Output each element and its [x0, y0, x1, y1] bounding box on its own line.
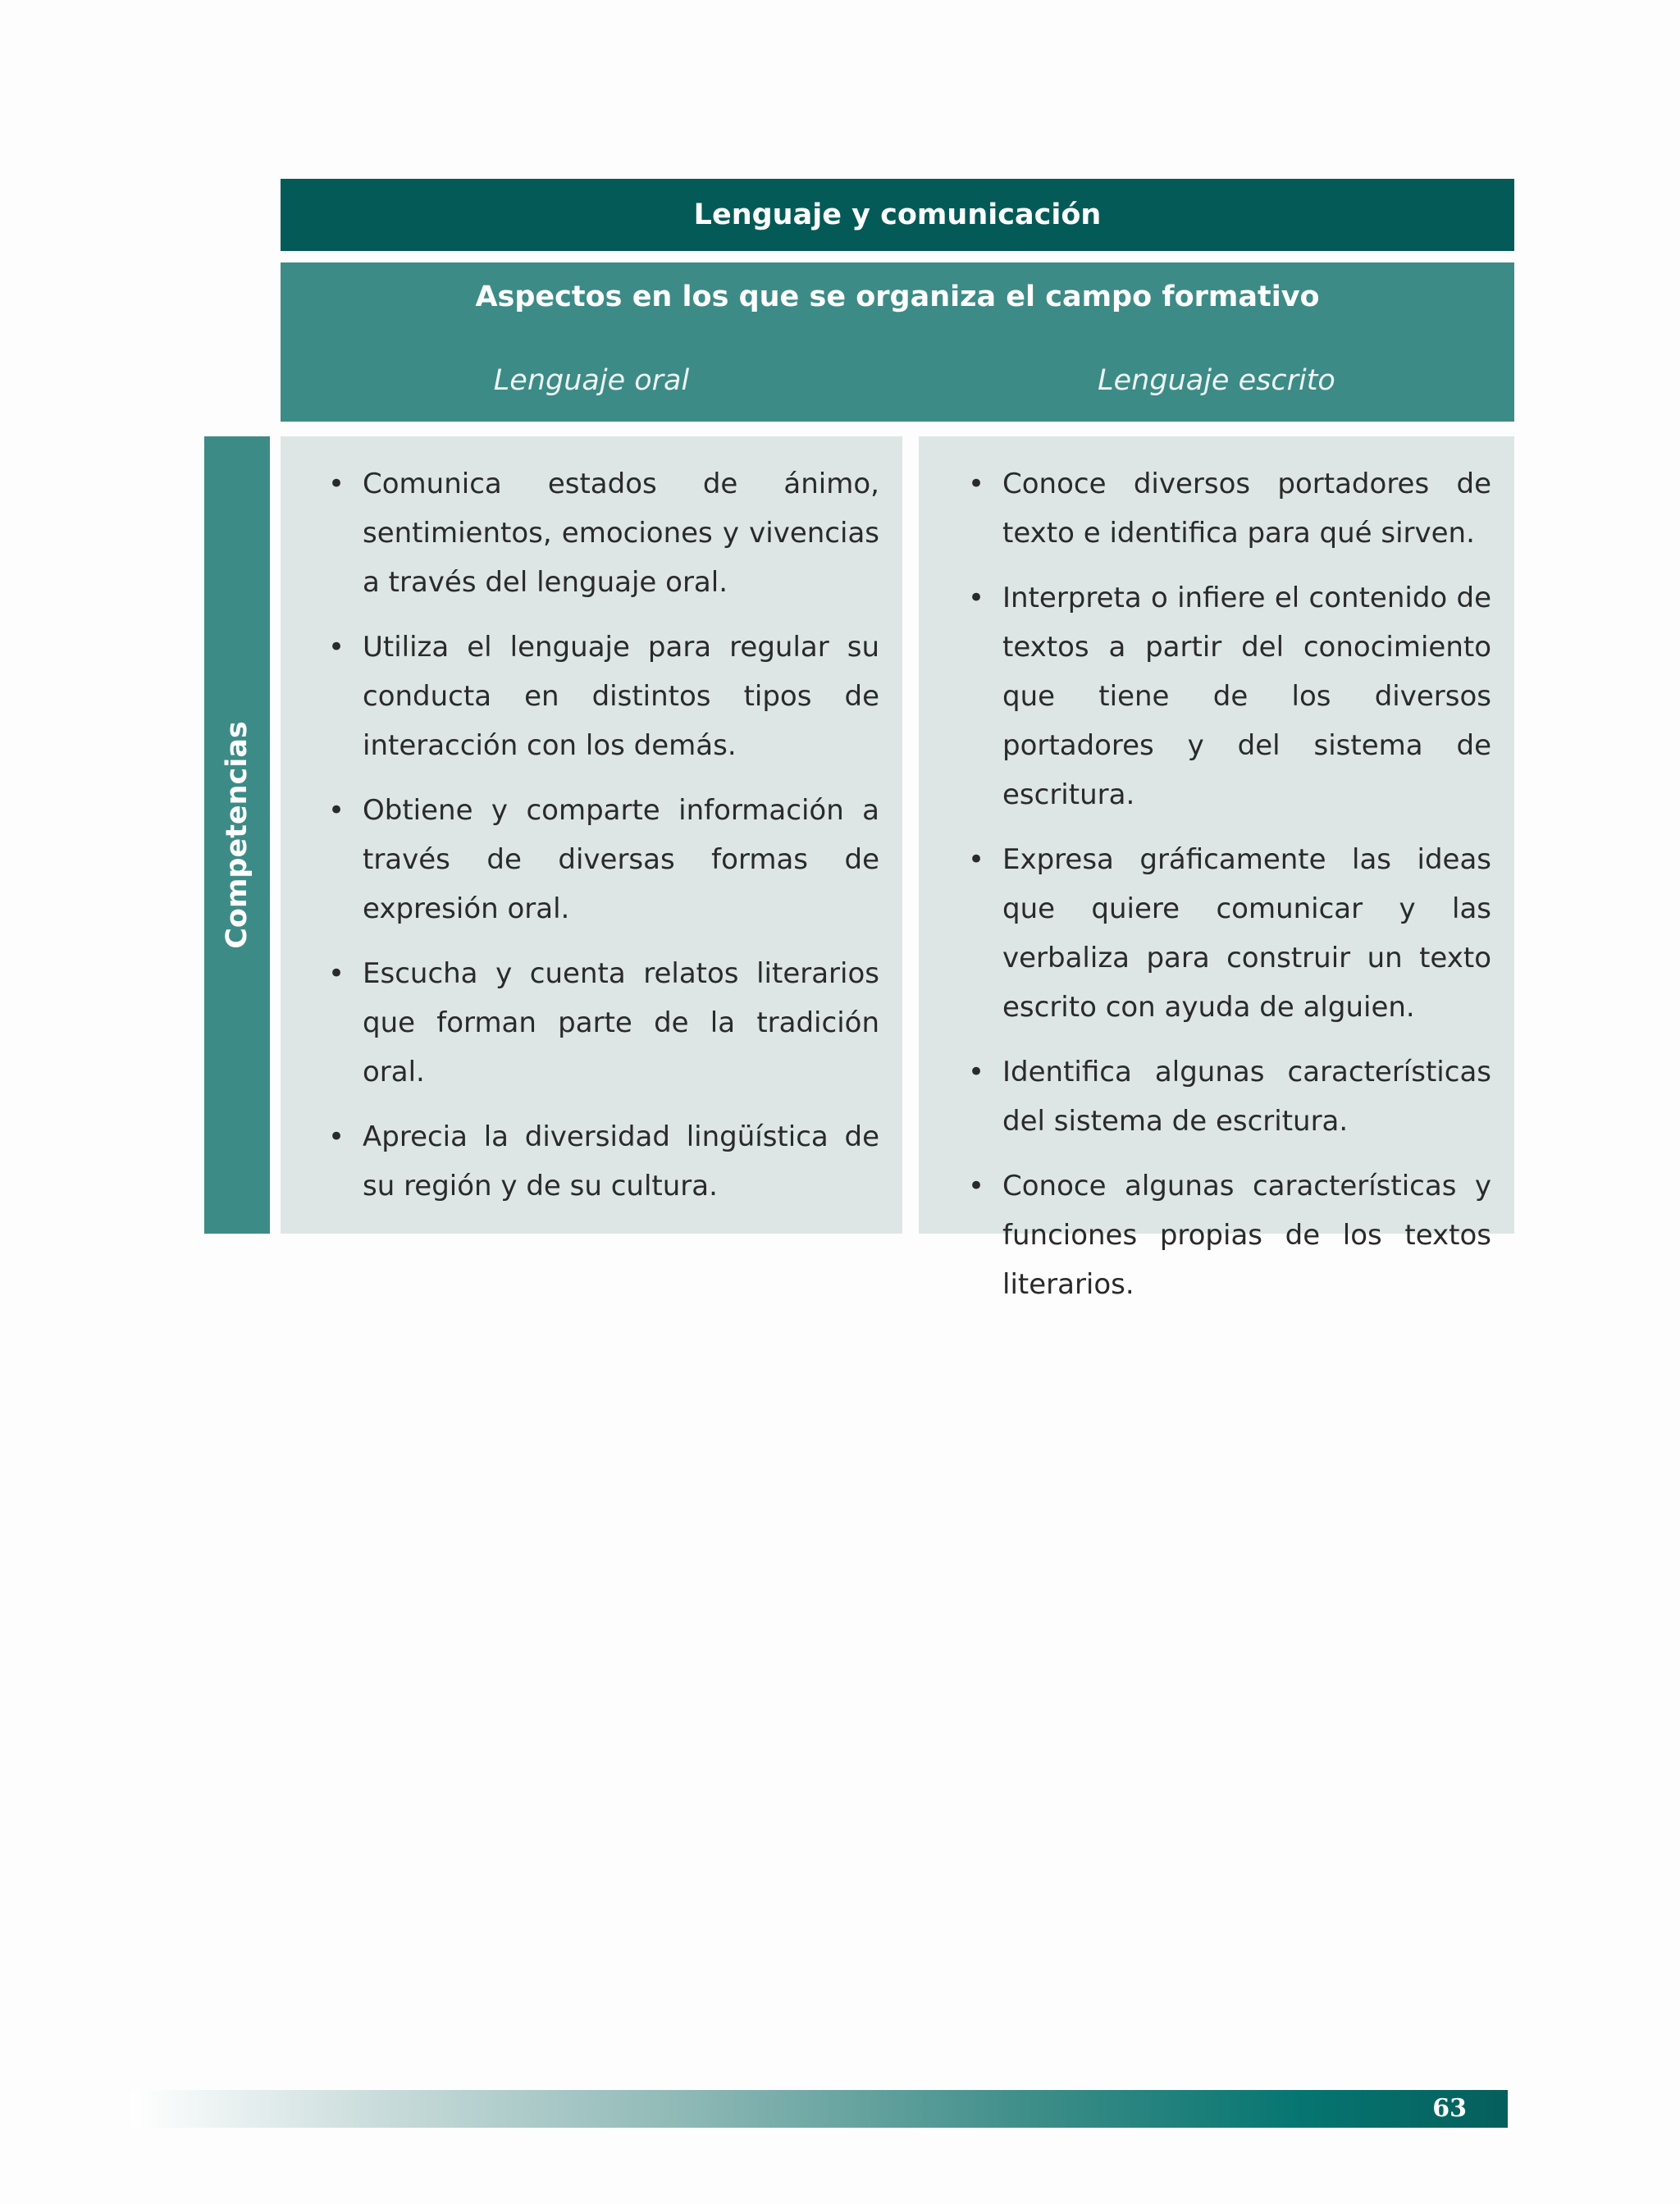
written-competency-item: • Interpreta o infiere el contenido de textos a partir del conocimiento que tiene de los diversos portadores y del sistema de escritura.	[1002, 573, 1491, 819]
page-number: 63	[1432, 2094, 1467, 2123]
footer-gradient-bar	[131, 2090, 1508, 2128]
column-header-oral: Lenguaje oral	[493, 364, 690, 397]
aspects-header	[281, 262, 1514, 422]
written-competency-item: • Identifica algunas características del sistema de escritura.	[1002, 1047, 1491, 1146]
oral-competencies-panel	[281, 436, 902, 1234]
section-title	[281, 179, 1514, 251]
competencias-label: Competencias	[221, 721, 253, 949]
oral-competencies-list	[363, 459, 879, 1226]
oral-competency-item: • Escucha y cuenta relatos literarios que forman parte de la tradición oral.	[363, 949, 879, 1097]
oral-competency-item: • Obtiene y comparte información a través de diversas formas de expresión oral.	[363, 786, 879, 933]
oral-competency-item: • Utiliza el lenguaje para regular su conducta en distintos tipos de interacción con los demás.	[363, 623, 879, 770]
aspects-title: Aspectos en los que se organiza el campo formativo	[475, 281, 1320, 313]
written-competency-item: • Conoce algunas características y funciones propias de los textos literarios.	[1002, 1161, 1491, 1309]
oral-competency-item: • Aprecia la diversidad lingüística de su región y de su cultura.	[363, 1112, 879, 1211]
written-competencies-list	[1002, 459, 1491, 1325]
written-competencies-panel	[919, 436, 1514, 1301]
section-title-text: Lenguaje y comunicación	[693, 198, 1102, 231]
written-competency-item: • Expresa gráficamente las ideas que quiere comunicar y las verbaliza para construir un texto escrito con ayuda de alguien.	[1002, 835, 1491, 1032]
oral-competency-item: • Comunica estados de ánimo, sentimientos, emociones y vivencias a través del lenguaje oral.	[363, 459, 879, 607]
written-competency-item: • Conoce diversos portadores de texto e identifica para qué sirven.	[1002, 459, 1491, 558]
competencias-side-bar	[204, 436, 270, 1234]
column-header-escrito: Lenguaje escrito	[1098, 364, 1335, 397]
